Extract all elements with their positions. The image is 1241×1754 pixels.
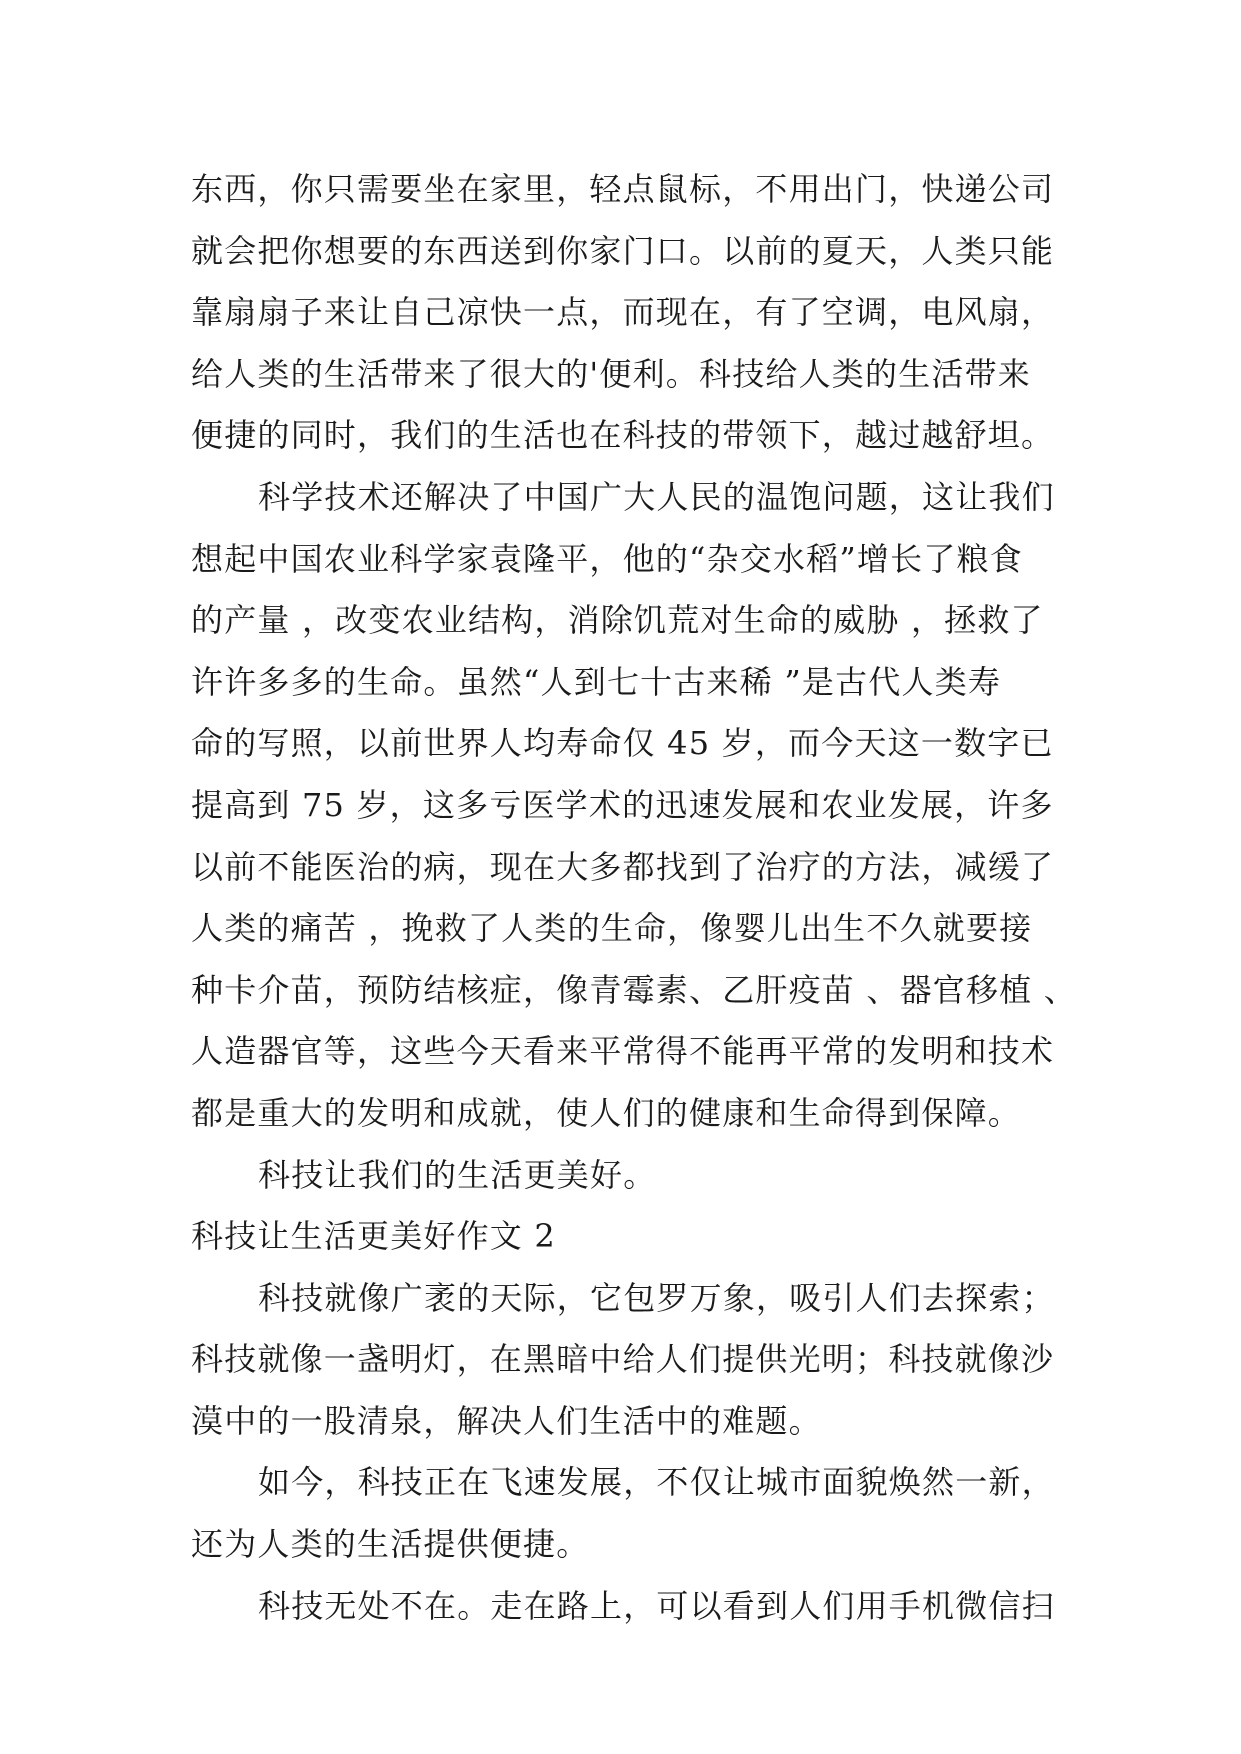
text-line: 漠中的一股清泉，解决人们生活中的难题。 bbox=[191, 1401, 822, 1440]
text-line: 想起中国农业科学家袁隆平，他的“杂交水稻”增长了粮食 bbox=[191, 539, 1023, 578]
essay-body bbox=[191, 159, 1077, 1637]
paragraph-first-line: 科技无处不在。走在路上，可以看到人们用手机微信扫 bbox=[258, 1586, 1055, 1625]
paragraph-first-line: 科技就像广袤的天际，它包罗万象，吸引人们去探索； bbox=[258, 1278, 1055, 1317]
paragraph-first-line: 科技让我们的生活更美好。 bbox=[258, 1155, 657, 1194]
text-line: 种卡介苗，预防结核症，像青霉素、乙肝疫苗 、器官移植 、 bbox=[191, 970, 1077, 1009]
text-line: 东西，你只需要坐在家里，轻点鼠标，不用出门，快递公司 bbox=[191, 170, 1055, 208]
text-line: 就会把你想要的东西送到你家门口。以前的夏天，人类只能 bbox=[191, 231, 1055, 270]
text-line: 的产量 ，改变农业结构，消除饥荒对生命的威胁 ，拯救了 bbox=[191, 601, 1044, 640]
text-line: 便捷的同时，我们的生活也在科技的带领下，越过越舒坦。 bbox=[191, 416, 1055, 455]
text-line: 命的写照，以前世界人均寿命仅 45 岁，而今天这一数字已 bbox=[191, 724, 1054, 763]
text-line: 都是重大的发明和成就，使人们的健康和生命得到保障。 bbox=[191, 1093, 1022, 1132]
text-line: 给人类的生活带来了很大的'便利。科技给人类的生活带来 bbox=[191, 354, 1031, 393]
text-line: 科技就像一盏明灯，在黑暗中给人们提供光明；科技就像沙 bbox=[191, 1340, 1055, 1379]
text-line: 人类的痛苦 ，挽救了人类的生命，像婴儿出生不久就要接 bbox=[191, 909, 1033, 948]
text-line: 提高到 75 岁，这多亏医学术的迅速发展和农业发展，许多 bbox=[191, 785, 1054, 824]
section-heading: 科技让生活更美好作文 2 bbox=[191, 1217, 556, 1256]
paragraph-first-line: 如今，科技正在飞速发展，不仅让城市面貌焕然一新， bbox=[258, 1463, 1055, 1502]
text-line: 以前不能医治的病，现在大多都找到了治疗的方法，减缓了 bbox=[191, 847, 1055, 886]
text-line: 人造器官等，这些今天看来平常得不能再平常的发明和技术 bbox=[191, 1032, 1055, 1071]
text-line: 靠扇扇子来让自己凉快一点，而现在，有了空调，电风扇， bbox=[191, 293, 1055, 332]
paragraph-first-line: 科学技术还解决了中国广大人民的温饱问题，这让我们 bbox=[258, 477, 1055, 516]
text-line: 许许多多的生命。虽然“人到七十古来稀 ”是古代人类寿 bbox=[191, 662, 1002, 701]
text-line: 还为人类的生活提供便捷。 bbox=[191, 1525, 590, 1564]
